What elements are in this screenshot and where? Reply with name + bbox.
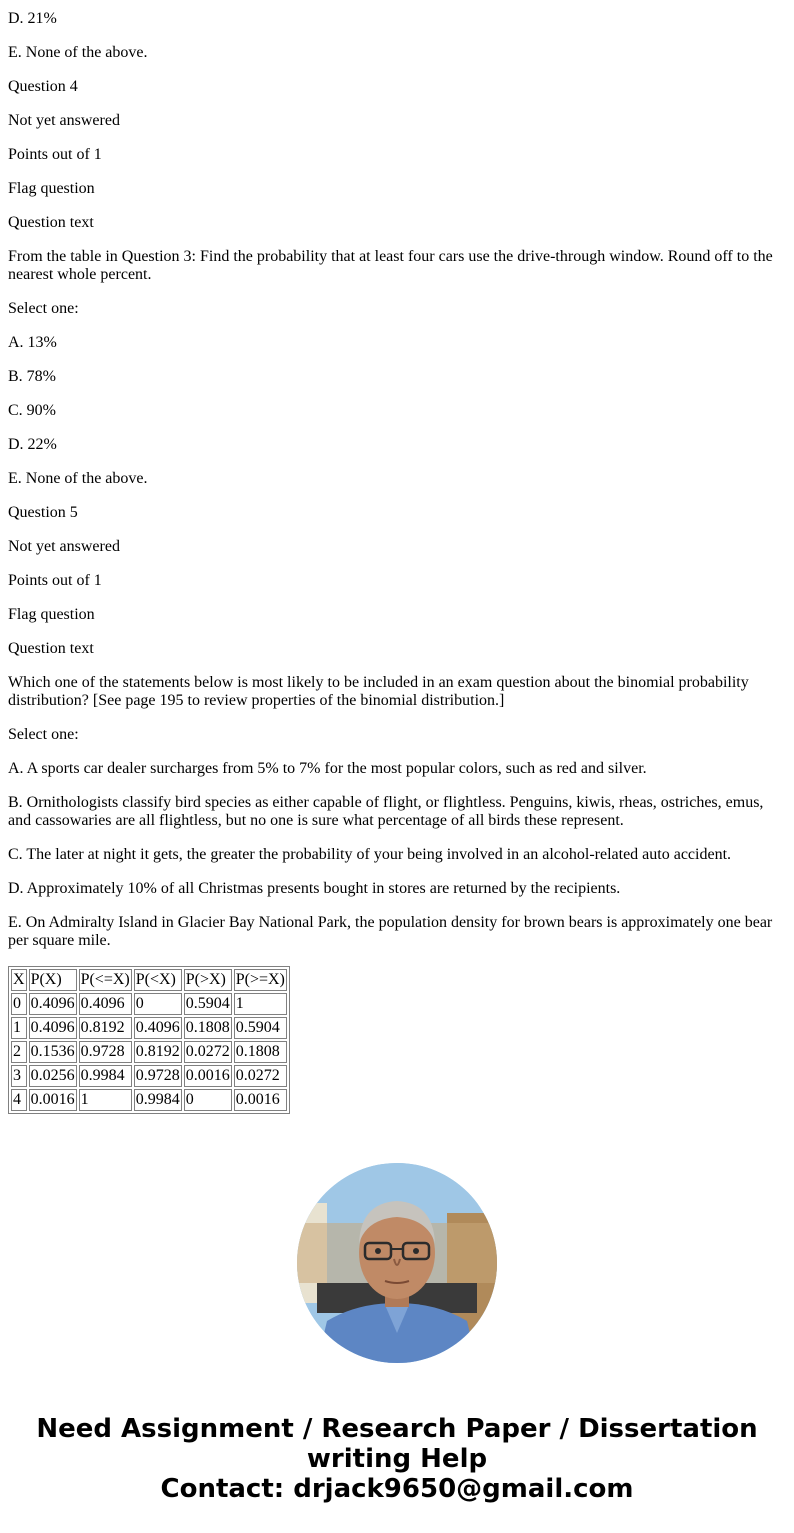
table-header-cell: P(>X)	[184, 969, 232, 991]
table-cell: 0.8192	[79, 1017, 132, 1039]
avatar	[297, 1163, 497, 1363]
q5-select-label: Select one:	[8, 726, 79, 743]
q4-points: Points out of 1	[8, 146, 102, 163]
table-cell: 0	[134, 993, 182, 1015]
table-cell: 0.1808	[234, 1041, 287, 1063]
table-header-cell: P(>=X)	[234, 969, 287, 991]
q4-flag-question[interactable]: Flag question	[8, 180, 95, 197]
footer-contact-email[interactable]: Contact: drjack9650@gmail.com	[160, 1474, 634, 1504]
table-row	[11, 1041, 287, 1063]
table-row	[11, 993, 287, 1015]
table-cell: 0.4096	[134, 1017, 182, 1039]
q4-status: Not yet answered	[8, 112, 120, 129]
table-cell: 0.0272	[234, 1065, 287, 1087]
table-cell: 1	[234, 993, 287, 1015]
table-cell: 2	[11, 1041, 27, 1063]
table-row	[11, 1065, 287, 1087]
q5-option-b[interactable]: B. Ornithologists classify bird species as either capable of flight, or flightless. Penguins, kiwis, rheas, ostriches, emus, and cassowaries are all flightless, but no one is sure what percentage of all birds these represent.	[8, 794, 764, 829]
table-cell: 0	[11, 993, 27, 1015]
table-cell: 0.9984	[79, 1065, 132, 1087]
table-cell: 1	[79, 1089, 132, 1111]
q5-option-e[interactable]: E. On Admiralty Island in Glacier Bay National Park, the population density for brown bears is approximately one bear per square mile.	[8, 914, 773, 949]
table-cell: 4	[11, 1089, 27, 1111]
table-cell: 0.5904	[234, 1017, 287, 1039]
table-cell: 0.4096	[29, 993, 77, 1015]
q5-text-label: Question text	[8, 640, 94, 657]
footer-line-1: Need Assignment / Research Paper / Dissertation	[36, 1414, 758, 1444]
q4-option-c[interactable]: C. 90%	[8, 402, 56, 419]
table-row	[11, 1089, 287, 1111]
q4-option-b[interactable]: B. 78%	[8, 368, 56, 385]
q5-number: Question 5	[8, 504, 78, 521]
table-cell: 0.8192	[134, 1041, 182, 1063]
table-cell: 0.0016	[234, 1089, 287, 1111]
q4-text: From the table in Question 3: Find the probability that at least four cars use the drive-through window. Round off to the nearest whole percent.	[8, 248, 773, 283]
table-cell: 1	[11, 1017, 27, 1039]
contact-footer	[0, 1414, 794, 1504]
table-header-cell: P(X)	[29, 969, 77, 991]
q4-option-a[interactable]: A. 13%	[8, 334, 57, 351]
table-header-cell: X	[11, 969, 27, 991]
q3-option-e[interactable]: E. None of the above.	[8, 44, 148, 61]
q4-option-e[interactable]: E. None of the above.	[8, 470, 148, 487]
q5-option-c[interactable]: C. The later at night it gets, the greater the probability of your being involved in an alcohol-related auto accident.	[8, 846, 732, 863]
table-cell: 0.9728	[134, 1065, 182, 1087]
table-header-cell: P(<=X)	[79, 969, 132, 991]
q5-points: Points out of 1	[8, 572, 102, 589]
table-cell: 0.9984	[134, 1089, 182, 1111]
q4-number: Question 4	[8, 78, 78, 95]
table-cell: 0.4096	[79, 993, 132, 1015]
q5-text: Which one of the statements below is most likely to be included in an exam question about the binomial probability distribution? [See page 195 to review properties of the binomial distribution.]	[8, 674, 749, 709]
table-cell: 0.1536	[29, 1041, 77, 1063]
q5-option-d[interactable]: D. Approximately 10% of all Christmas presents bought in stores are returned by the recipients.	[8, 880, 621, 897]
avatar-portrait-image	[297, 1163, 497, 1363]
table-cell: 0	[184, 1089, 232, 1111]
q5-flag-question[interactable]: Flag question	[8, 606, 95, 623]
page-content	[0, 10, 794, 1114]
probability-table	[8, 966, 290, 1114]
table-cell: 0.9728	[79, 1041, 132, 1063]
table-header-row	[11, 969, 287, 991]
table-cell: 0.5904	[184, 993, 232, 1015]
table-row	[11, 1017, 287, 1039]
q4-text-label: Question text	[8, 214, 94, 231]
table-cell: 0.0016	[29, 1089, 77, 1111]
table-cell: 0.4096	[29, 1017, 77, 1039]
q4-option-d[interactable]: D. 22%	[8, 436, 57, 453]
q3-option-d[interactable]: D. 21%	[8, 10, 57, 27]
footer-line-2: writing Help	[306, 1444, 488, 1474]
table-cell: 3	[11, 1065, 27, 1087]
table-cell: 0.0016	[184, 1065, 232, 1087]
table-cell: 0.0272	[184, 1041, 232, 1063]
q5-status: Not yet answered	[8, 538, 120, 555]
table-header-cell: P(<X)	[134, 969, 182, 991]
q5-option-a[interactable]: A. A sports car dealer surcharges from 5% to 7% for the most popular colors, such as red and silver.	[8, 760, 647, 777]
table-cell: 0.0256	[29, 1065, 77, 1087]
q4-select-label: Select one:	[8, 300, 79, 317]
table-cell: 0.1808	[184, 1017, 232, 1039]
